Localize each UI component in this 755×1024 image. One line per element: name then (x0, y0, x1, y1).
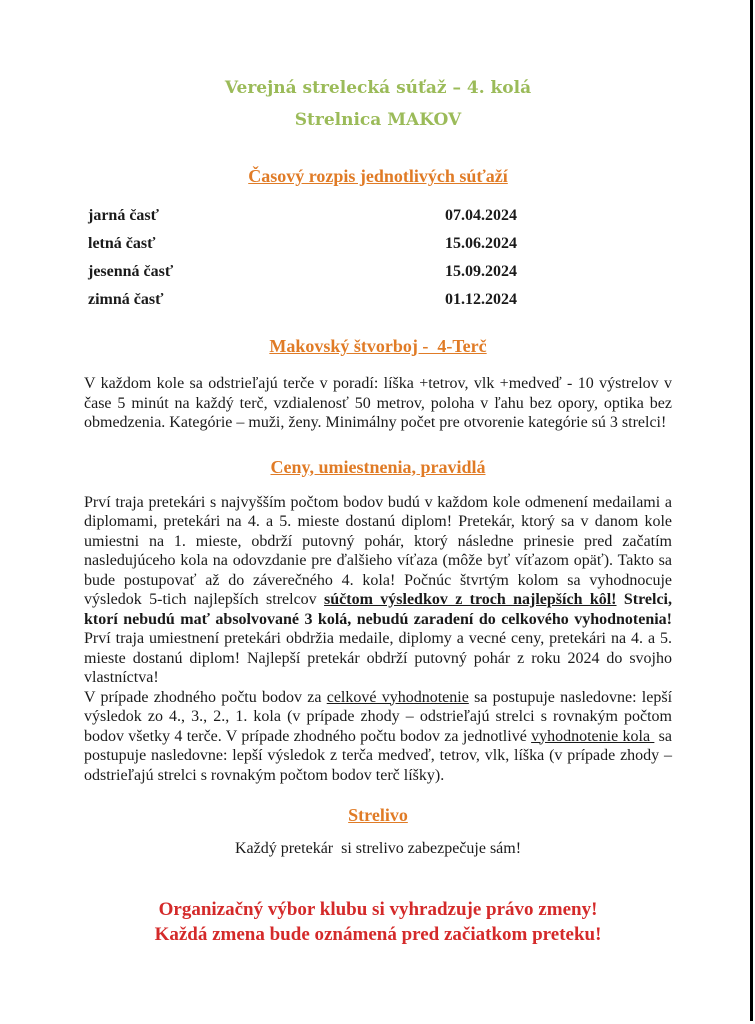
document-title-line2: Strelnica MAKOV (294, 110, 462, 130)
schedule-row-label: letná časť (88, 235, 156, 252)
schedule-heading: Časový rozpis jednotlivých súťaží (248, 166, 508, 186)
stvorboj-paragraph: V každom kole sa odstrieľajú terče v poradí: líška +tetrov, vlk +medveď - 10 výstrelov v čase 5 minút na každý terč, vzdialenosť 50 metrov, poloha v ľahu bez opory, optika bez obmedzenia. Kategórie – muži, ženy. Minimálny počet pre otvorenie kategórie sú 3 strelci! (84, 375, 672, 431)
schedule-row (84, 202, 672, 230)
document-content (84, 0, 672, 947)
strelivo-heading: Strelivo (348, 805, 408, 825)
scan-edge-line (750, 0, 753, 1021)
schedule-row-date: 15.09.2024 (445, 263, 517, 280)
change-notice (84, 897, 672, 947)
ceny-heading: Ceny, umiestnenia, pravidlá (270, 456, 486, 477)
schedule-row-date: 01.12.2024 (445, 291, 517, 308)
ceny-paragraph-1: Prví traja pretekári s najvyšším počtom bodov budú v každom kole odmenení medailami a diplomami, pretekári na 4. a 5. mieste dostanú diplom! Pretekár, ktorý sa v danom kole umiestni na 1. mieste, obdrží putovný pohár, ktorý následne prinesie pred začatím nasledujúceho kola na odovzdanie pre ďalšieho víťaza (môže byť víťazom opäť). Takto sa bude postupovať až do záverečného 4. kola! Počnúc štvrtým kolom sa vyhodnocuje výsledok 5-tich najlepších strelcov súčtom výsledkov z troch najlepších kôl! Strelci, ktorí nebudú mať absolvované 3 kolá, nebudú zaradení do celkového vyhodnotenia! Prví traja umiestnení pretekári obdržia medaile, diplomy a vecné ceny, pretekári na 4. a 5. mieste dostanú diplom! Najlepší pretekár obdrží putovný pohár z roku 2024 do svojho vlastníctva! (84, 493, 673, 686)
ceny-paragraph-2: V prípade zhodného počtu bodov za celkové vyhodnotenie sa postupuje nasledovne: lepší výsledok zo 4., 3., 2., 1. kola (v prípade zhody – odstrieľajú strelci s rovnakým počtom bodov všetky 4 terče. V prípade zhodného počtu bodov za jednotlivé vyhodnotenie kola sa postupuje nasledovne: lepší výsledok z terča medveď, tetrov, vlk, líška (v prípade zhody – odstrieľajú strelci s rovnakým počtom bodov terč líšky). (84, 688, 673, 784)
document-title-line1: Verejná strelecká súťaž – 4. kolá (224, 78, 532, 98)
schedule-row-label: jesenná časť (88, 263, 174, 280)
schedule-row-date: 07.04.2024 (445, 207, 517, 224)
schedule-row (84, 286, 672, 314)
schedule-row (84, 230, 672, 258)
schedule-row-date: 15.06.2024 (445, 235, 517, 252)
schedule-table (84, 202, 672, 314)
schedule-row (84, 258, 672, 286)
stvorboj-heading: Makovský štvorboj - 4-Terč (269, 336, 487, 356)
strelivo-text: Každý pretekár si strelivo zabezpečuje sám! (234, 840, 522, 857)
schedule-row-label: zimná časť (88, 291, 164, 308)
change-notice-line2: Každá zmena bude oznámená pred začiatkom preteku! (154, 924, 602, 945)
document-title (84, 72, 672, 136)
change-notice-line1: Organizačný výbor klubu si vyhradzuje právo zmeny! (158, 899, 598, 920)
schedule-row-label: jarná časť (88, 207, 159, 224)
